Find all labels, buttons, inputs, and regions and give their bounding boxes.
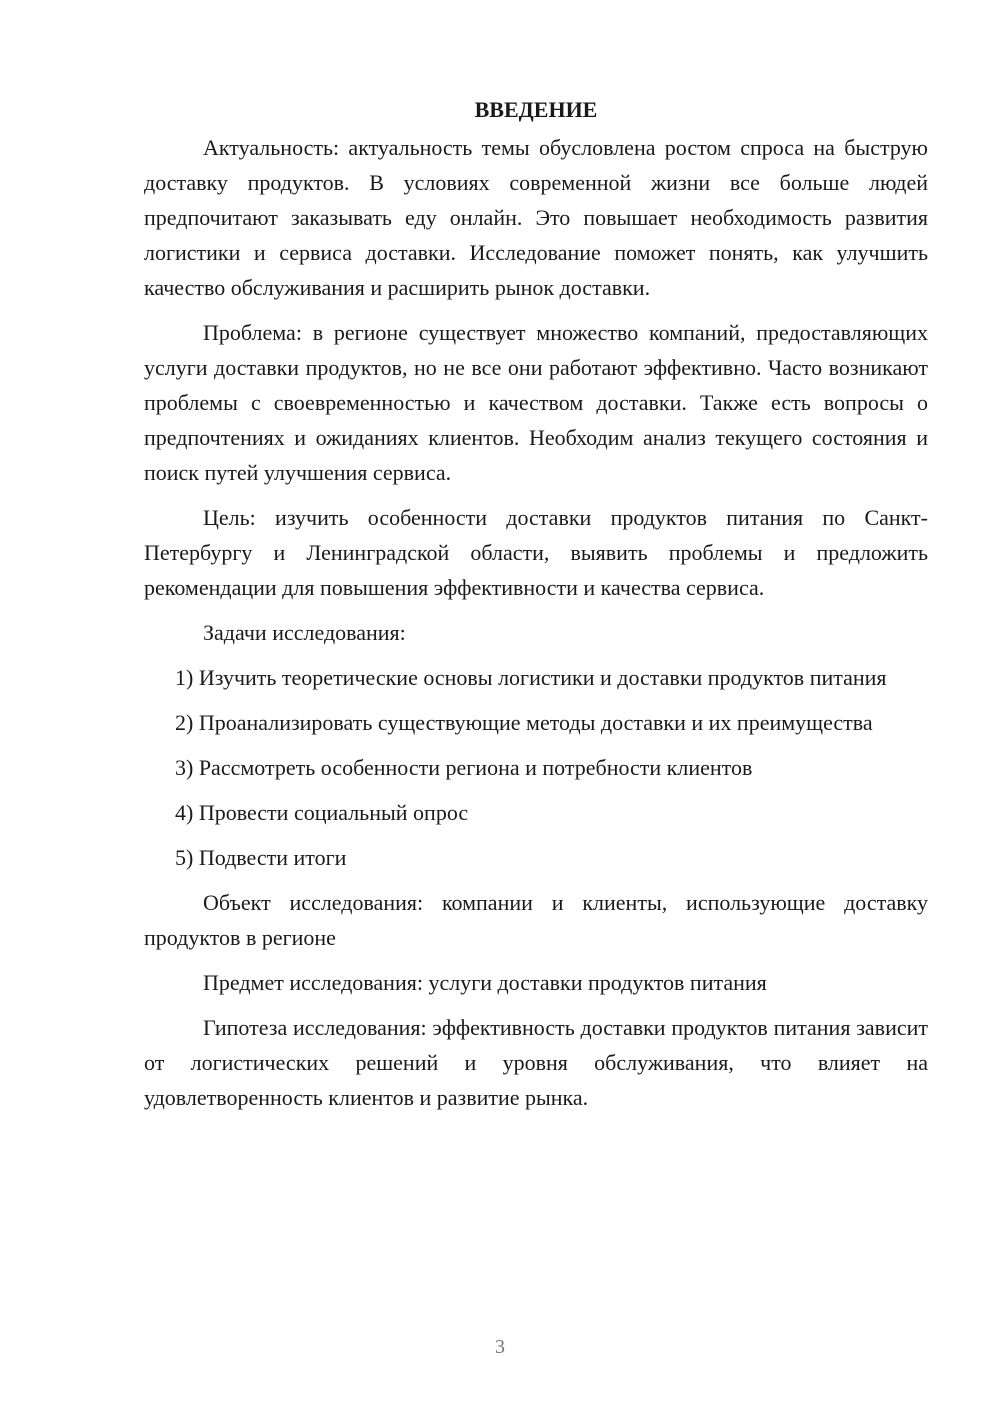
task-item: 2) Проанализировать существующие методы доставки и их преимущества [175,710,873,735]
task-item: 1) Изучить теоретические основы логистики и доставки продуктов питания [175,665,887,690]
paragraph-problem: Проблема: в регионе существует множество компаний, предоставляющих услуги доставки продуктов, но не все они работают эффективно. Часто возникают проблемы с своевременностью и качеством доставки. Также есть вопросы о предпочтениях и ожиданиях клиентов. Необходим анализ текущего состояния и поиск путей улучшения сервиса. [144,320,928,485]
page-title: ВВЕДЕНИЕ [474,97,598,122]
paragraph-goal: Цель: изучить особенности доставки продуктов питания по Санкт-Петербургу и Ленинградской области, выявить проблемы и предложить рекомендации для повышения эффективности и качества сервиса. [144,505,928,600]
task-item: 4) Провести социальный опрос [175,800,469,825]
document-page [144,92,928,1125]
paragraph-relevance: Актуальность: актуальность темы обусловлена ростом спроса на быструю доставку продуктов. В условиях современной жизни все больше людей предпочитают заказывать еду онлайн. Это повышает необходимость развития логистики и сервиса доставки. Исследование поможет понять, как улучшить качество обслуживания и расширить рынок доставки. [144,135,928,300]
paragraph-subject: Предмет исследования: услуги доставки продуктов питания [203,970,767,995]
paragraph-object: Объект исследования: компании и клиенты, использующие доставку продуктов в регионе [144,890,928,950]
task-item: 5) Подвести итоги [175,845,347,870]
paragraph-hypothesis: Гипотеза исследования: эффективность доставки продуктов питания зависит от логистических решений и уровня обслуживания, что влияет на удовлетворенность клиентов и развитие рынка. [144,1015,928,1110]
page-number: 3 [495,1336,505,1358]
task-item: 3) Рассмотреть особенности региона и потребности клиентов [175,755,753,780]
tasks-heading: Задачи исследования: [203,620,406,645]
